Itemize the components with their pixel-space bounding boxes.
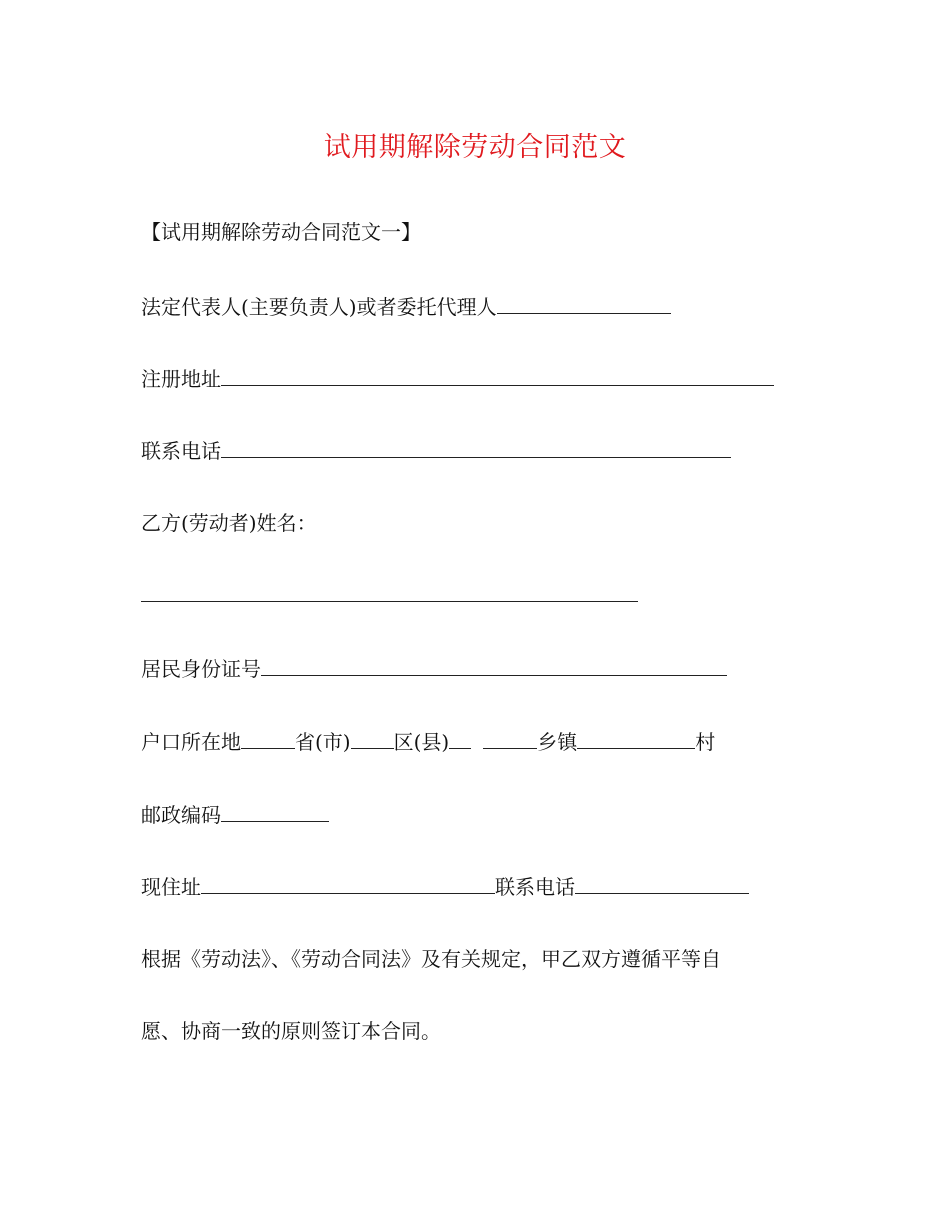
hukou-line	[141, 727, 715, 757]
reg-address-blank	[221, 365, 774, 386]
section-heading: 【试用期解除劳动合同范文一】	[141, 220, 421, 244]
id-number-line	[141, 654, 727, 684]
legal-rep-blank	[497, 293, 671, 314]
current-phone-label: 联系电话	[495, 875, 575, 899]
postcode-blank	[221, 801, 329, 822]
paragraph-line-2: 愿、协商一致的原则签订本合同。	[141, 1019, 441, 1043]
hukou-province-blank	[241, 728, 295, 749]
phone-label: 联系电话	[141, 439, 221, 463]
hukou-city-blank	[351, 728, 394, 749]
district-label: 区(县)	[393, 730, 450, 754]
document-title: 试用期解除劳动合同范文	[323, 132, 627, 163]
legal-rep-line	[141, 292, 671, 322]
current-phone-blank	[575, 873, 749, 894]
paragraph-line-1: 根据《劳动法》、《劳动合同法》及有关规定，甲乙双方遵循平等自	[141, 947, 721, 971]
postcode-line	[141, 800, 329, 830]
current-address-label: 现住址	[141, 875, 201, 899]
current-address-blank	[201, 873, 495, 894]
phone-line	[141, 436, 731, 466]
village-label: 村	[695, 730, 716, 754]
legal-rep-label: 法定代表人(主要负责人)或者委托代理人	[141, 295, 497, 319]
township-label: 乡镇	[537, 730, 578, 754]
hukou-district-blank	[449, 728, 471, 749]
province-label: 省(市)	[295, 730, 351, 754]
postcode-label: 邮政编码	[141, 803, 221, 827]
id-number-blank	[261, 655, 727, 676]
party-b-name-line	[141, 580, 638, 610]
phone-blank	[221, 437, 731, 458]
id-number-label: 居民身份证号	[141, 657, 261, 681]
reg-address-label: 注册地址	[141, 367, 221, 391]
reg-address-line	[141, 364, 774, 394]
party-b-name-blank	[141, 581, 638, 602]
hukou-label: 户口所在地	[141, 730, 241, 754]
hukou-township-blank	[483, 728, 537, 749]
current-address-line	[141, 872, 749, 902]
hukou-village-blank	[577, 728, 695, 749]
party-b-name-label: 乙方(劳动者)姓名：	[141, 511, 317, 535]
